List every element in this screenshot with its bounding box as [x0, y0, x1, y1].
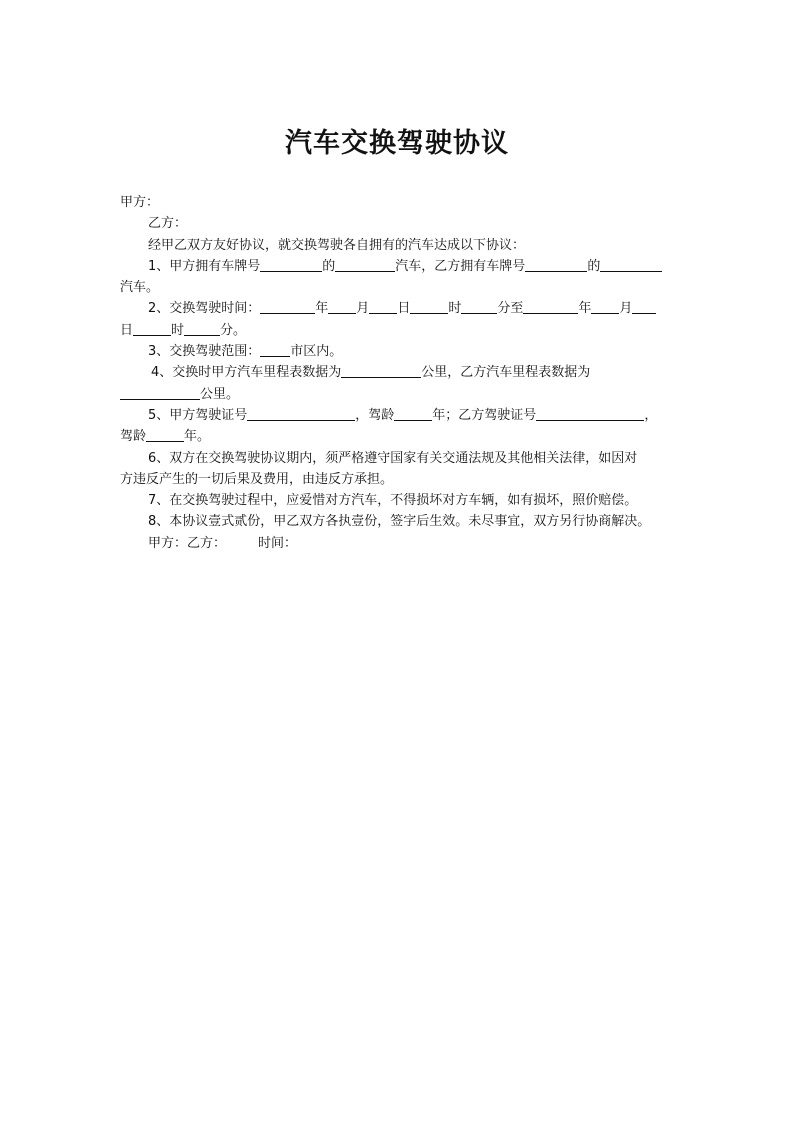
clause-5-line-1	[120, 405, 684, 426]
start-year-blank[interactable]	[260, 299, 315, 314]
clause-2-text: 2、交换驾驶时间：	[148, 301, 261, 317]
clause-1-line-2	[120, 277, 684, 298]
clause-4-line-2	[120, 384, 684, 405]
party-a-line	[120, 192, 684, 213]
clause-1-text: 汽车，乙方拥有车牌号	[395, 258, 526, 274]
day-label: 日	[120, 322, 134, 338]
clause-1-text: 的	[322, 258, 336, 274]
clause-2-line-2	[120, 320, 684, 341]
document-title: 汽车交换驾驶协议	[285, 128, 509, 159]
clause-7-text: 7、在交换驾驶过程中，应爱惜对方汽车，不得损坏对方车辆，如有损坏，照价赔偿。	[148, 493, 638, 509]
clause-5-text: 年。	[184, 429, 211, 445]
clause-3-text: 市区内。	[290, 344, 343, 360]
clause-6-line-2	[120, 469, 684, 490]
month-label: 月	[356, 301, 370, 317]
end-minute-blank[interactable]	[184, 321, 220, 336]
car-a-model-blank[interactable]	[335, 257, 395, 272]
hour-label: 时	[171, 322, 185, 338]
signature-party-a-label: 甲方：	[148, 535, 188, 551]
party-b-label: 乙方：	[148, 216, 188, 232]
clause-8-line	[120, 511, 684, 532]
hour-label: 时	[448, 301, 462, 317]
clause-4-text: 公里，乙方汽车里程表数据为	[421, 365, 591, 381]
car-b-model-blank[interactable]	[600, 257, 662, 272]
clause-1-line-1	[120, 256, 684, 277]
clause-1-text: 汽车。	[120, 280, 160, 296]
clause-4-text: 4、交换时甲方汽车里程表数据为	[151, 365, 342, 381]
clause-4-text: 公里。	[200, 386, 240, 402]
signature-party-b-label: 乙方：	[187, 535, 227, 551]
signature-time-label: 时间：	[258, 535, 298, 551]
end-day-blank[interactable]	[632, 299, 656, 314]
clause-1-text: 的	[587, 258, 601, 274]
year-label: 年	[315, 301, 329, 317]
start-hour-blank[interactable]	[410, 299, 448, 314]
clause-3-line	[120, 341, 684, 362]
party-b-line	[120, 213, 684, 234]
clause-2-line-1	[120, 298, 684, 319]
driving-years-a-blank[interactable]	[394, 406, 432, 421]
license-b-blank[interactable]	[536, 406, 644, 421]
day-label: 日	[397, 301, 411, 317]
license-a-blank[interactable]	[247, 406, 355, 421]
mileage-b-blank[interactable]	[120, 385, 200, 400]
minute-to-label: 分至	[497, 301, 524, 317]
clause-5-text: 驾龄	[120, 429, 147, 445]
start-day-blank[interactable]	[369, 299, 397, 314]
mileage-a-blank[interactable]	[341, 363, 421, 378]
plate-a-blank[interactable]	[260, 257, 322, 272]
end-month-blank[interactable]	[591, 299, 619, 314]
clause-5-text: 5、甲方驾驶证号	[148, 407, 248, 423]
end-hour-blank[interactable]	[133, 321, 171, 336]
clause-8-text: 8、本协议壹式贰份，甲乙双方各执壹份，签字后生效。未尽事宜，双方另行协商解决。	[148, 514, 651, 530]
clause-6-text: 6、双方在交换驾驶协议期内，须严格遵守国家有关交通法规及其他相关法律，如因对	[148, 450, 638, 466]
clause-4-line-1	[120, 362, 684, 383]
clause-6-text: 方违反产生的一切后果及费用，由违反方承担。	[120, 471, 394, 487]
month-label: 月	[619, 301, 633, 317]
city-blank[interactable]	[260, 342, 290, 357]
driving-years-b-blank[interactable]	[146, 427, 184, 442]
clause-5-text: 年；乙方驾驶证号	[432, 407, 537, 423]
document-body	[120, 192, 684, 554]
intro-text: 经甲乙双方友好协议，就交换驾驶各自拥有的汽车达成以下协议：	[148, 237, 526, 253]
party-a-label: 甲方：	[120, 195, 160, 210]
end-year-blank[interactable]	[523, 299, 578, 314]
clause-5-text: ，	[644, 407, 658, 423]
clause-7-line	[120, 490, 684, 511]
start-minute-blank[interactable]	[461, 299, 497, 314]
minute-end-label: 分。	[220, 322, 247, 338]
clause-3-text: 3、交换驾驶范围：	[148, 344, 261, 360]
signature-line	[120, 533, 684, 554]
year-label: 年	[578, 301, 592, 317]
intro-paragraph	[120, 235, 684, 256]
plate-b-blank[interactable]	[525, 257, 587, 272]
clause-5-line-2	[120, 426, 684, 447]
clause-5-text: ，驾龄	[355, 407, 395, 423]
clause-1-text: 1、甲方拥有车牌号	[148, 258, 261, 274]
clause-6-line-1	[120, 448, 684, 469]
start-month-blank[interactable]	[328, 299, 356, 314]
